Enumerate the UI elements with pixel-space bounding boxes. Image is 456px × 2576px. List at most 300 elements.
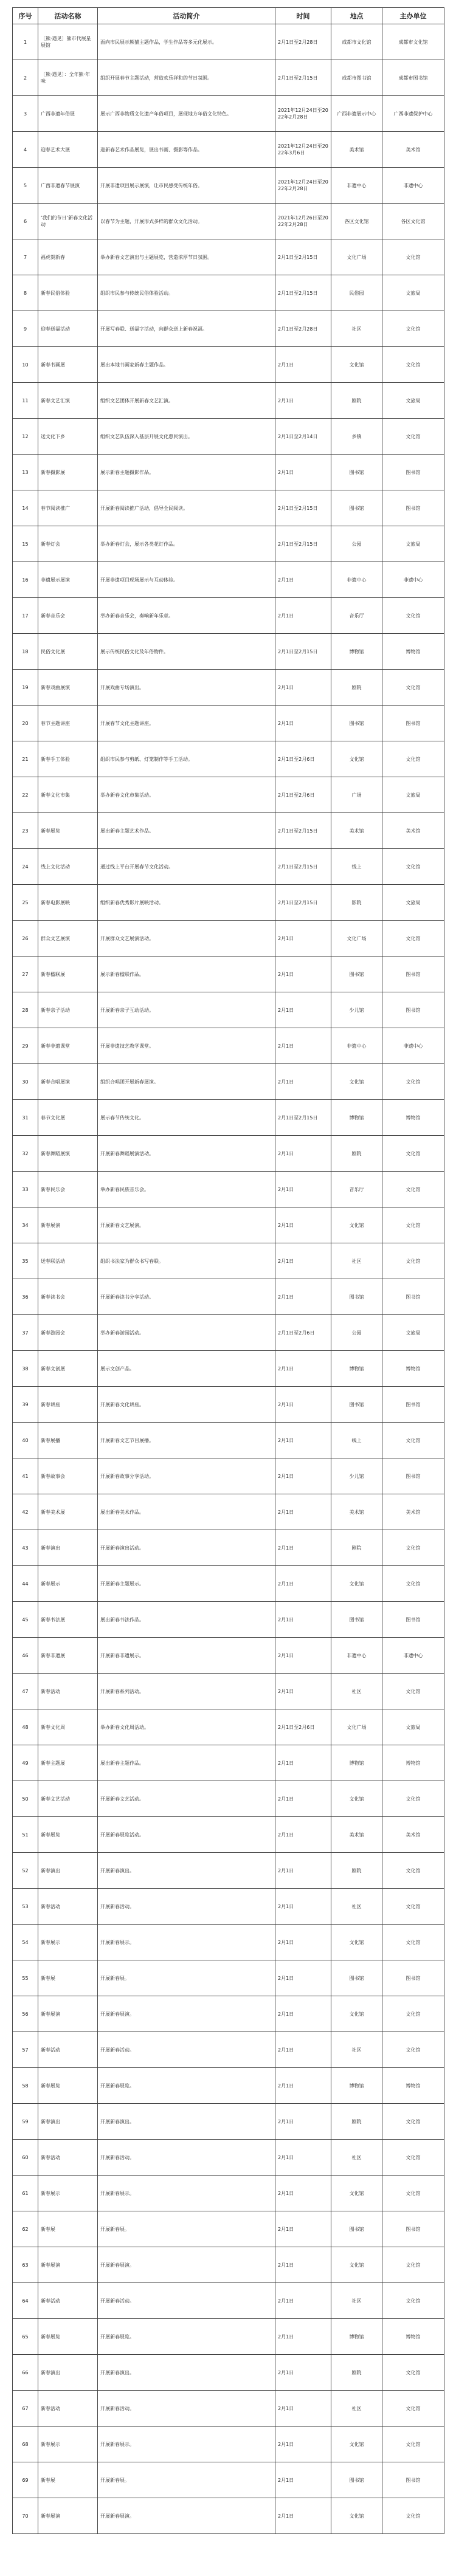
row-index: 1 bbox=[13, 24, 38, 60]
activity-host: 非遗中心 bbox=[382, 1028, 444, 1064]
activity-intro: 开展非遗技艺教学课堂。 bbox=[98, 1028, 275, 1064]
activity-time: 2月1日至2月15日 bbox=[275, 885, 331, 921]
activity-time: 2月1日 bbox=[275, 1494, 331, 1530]
activity-intro: 开展新春文化讲座。 bbox=[98, 1387, 275, 1423]
activity-intro: 开展新春展示。 bbox=[98, 2427, 275, 2462]
activity-host: 图书馆 bbox=[382, 2462, 444, 2498]
activity-location: 非遗中心 bbox=[331, 1028, 382, 1064]
row-index: 53 bbox=[13, 1889, 38, 1925]
activity-name: 新春楹联展 bbox=[38, 957, 98, 992]
activity-location: 公园 bbox=[331, 526, 382, 562]
row-index: 25 bbox=[13, 885, 38, 921]
activity-name: 春节主题讲座 bbox=[38, 706, 98, 741]
activity-name: 新春民俗体验 bbox=[38, 275, 98, 311]
activity-location: 博物馆 bbox=[331, 2319, 382, 2355]
activity-time: 2月1日 bbox=[275, 1351, 331, 1387]
activity-intro: 举办新春文化周活动。 bbox=[98, 1709, 275, 1745]
activity-intro: 举办新春音乐会，奏响新年乐章。 bbox=[98, 598, 275, 634]
activity-host: 图书馆 bbox=[382, 1387, 444, 1423]
activity-intro: 组织合唱团开展新春展演。 bbox=[98, 1064, 275, 1100]
row-index: 26 bbox=[13, 921, 38, 957]
activity-table bbox=[12, 7, 444, 2534]
activity-location: 乡镇 bbox=[331, 419, 382, 455]
activity-location: 文化馆 bbox=[331, 1996, 382, 2032]
activity-name: 新春展示 bbox=[38, 1566, 98, 1602]
activity-intro: 组织市民参与传统民俗体验活动。 bbox=[98, 275, 275, 311]
table-row bbox=[13, 1709, 444, 1745]
activity-location: 文化馆 bbox=[331, 1781, 382, 1817]
table-row bbox=[13, 1279, 444, 1315]
row-index: 16 bbox=[13, 562, 38, 598]
table-row bbox=[13, 1781, 444, 1817]
row-index: 3 bbox=[13, 96, 38, 132]
activity-host: 文旅局 bbox=[382, 777, 444, 813]
activity-time: 2月1日 bbox=[275, 1817, 331, 1853]
row-index: 69 bbox=[13, 2462, 38, 2498]
activity-location: 美术馆 bbox=[331, 813, 382, 849]
row-index: 33 bbox=[13, 1172, 38, 1207]
activity-time: 2月1日 bbox=[275, 1925, 331, 1960]
table-header-row bbox=[13, 8, 444, 24]
activity-intro: 开展新春文艺展演。 bbox=[98, 1207, 275, 1243]
row-index: 15 bbox=[13, 526, 38, 562]
activity-name: 新春讲座 bbox=[38, 1387, 98, 1423]
table-row bbox=[13, 419, 444, 455]
table-row bbox=[13, 1100, 444, 1136]
table-row bbox=[13, 311, 444, 347]
activity-host: 文化馆 bbox=[382, 2176, 444, 2211]
activity-location: 文化馆 bbox=[331, 2498, 382, 2534]
activity-location: 文化馆 bbox=[331, 1207, 382, 1243]
activity-host: 图书馆 bbox=[382, 490, 444, 526]
row-index: 52 bbox=[13, 1853, 38, 1889]
activity-intro: 组织市民参与剪纸、灯笼制作等手工活动。 bbox=[98, 741, 275, 777]
row-index: 48 bbox=[13, 1709, 38, 1745]
activity-name: 迎春送福活动 bbox=[38, 311, 98, 347]
activity-host: 文旅局 bbox=[382, 1315, 444, 1351]
activity-time: 2月1日 bbox=[275, 2355, 331, 2391]
row-index: 36 bbox=[13, 1279, 38, 1315]
activity-intro: 开展新春展演。 bbox=[98, 1996, 275, 2032]
activity-name: 广西非遗春节展演 bbox=[38, 168, 98, 204]
activity-host: 文化馆 bbox=[382, 2391, 444, 2427]
activity-host: 美术馆 bbox=[382, 813, 444, 849]
activity-time: 2月1日 bbox=[275, 455, 331, 490]
activity-location: 社区 bbox=[331, 2032, 382, 2068]
activity-time: 2月1日 bbox=[275, 1889, 331, 1925]
row-index: 27 bbox=[13, 957, 38, 992]
activity-host: 文化馆 bbox=[382, 1136, 444, 1172]
row-index: 42 bbox=[13, 1494, 38, 1530]
activity-time: 2021年12月24日至2022年3月6日 bbox=[275, 132, 331, 168]
table-row bbox=[13, 1925, 444, 1960]
table-row bbox=[13, 849, 444, 885]
activity-intro: 迎新春艺术作品展览，展出书画、摄影等作品。 bbox=[98, 132, 275, 168]
activity-location: 社区 bbox=[331, 1243, 382, 1279]
activity-location: 文化馆 bbox=[331, 741, 382, 777]
table-row bbox=[13, 1136, 444, 1172]
table-row bbox=[13, 562, 444, 598]
activity-location: 文化馆 bbox=[331, 1064, 382, 1100]
activity-time: 2月1日 bbox=[275, 2283, 331, 2319]
table-row bbox=[13, 1028, 444, 1064]
table-row bbox=[13, 2247, 444, 2283]
activity-intro: 开展新春展览活动。 bbox=[98, 1817, 275, 1853]
activity-host: 文化馆 bbox=[382, 1996, 444, 2032]
table-row bbox=[13, 885, 444, 921]
row-index: 39 bbox=[13, 1387, 38, 1423]
activity-time: 2月1日 bbox=[275, 957, 331, 992]
activity-time: 2月1日 bbox=[275, 1423, 331, 1458]
row-index: 35 bbox=[13, 1243, 38, 1279]
activity-name: 新春合唱展演 bbox=[38, 1064, 98, 1100]
activity-location: 社区 bbox=[331, 2391, 382, 2427]
row-index: 50 bbox=[13, 1781, 38, 1817]
activity-name: 新春非遗课堂 bbox=[38, 1028, 98, 1064]
activity-time: 2月1日 bbox=[275, 1781, 331, 1817]
activity-intro: 开展新春活动。 bbox=[98, 2283, 275, 2319]
table-row bbox=[13, 777, 444, 813]
activity-name: 新春灯会 bbox=[38, 526, 98, 562]
activity-location: 图书馆 bbox=[331, 1279, 382, 1315]
activity-host: 文化馆 bbox=[382, 2283, 444, 2319]
activity-location: 图书馆 bbox=[331, 1387, 382, 1423]
activity-name: 新春展览 bbox=[38, 2319, 98, 2355]
activity-time: 2月1日 bbox=[275, 2104, 331, 2140]
activity-host: 图书馆 bbox=[382, 957, 444, 992]
activity-name: 新春文化市集 bbox=[38, 777, 98, 813]
activity-intro: 举办新春灯会，展示各类花灯作品。 bbox=[98, 526, 275, 562]
activity-time: 2月1日至2月15日 bbox=[275, 275, 331, 311]
activity-name: 新春音乐会 bbox=[38, 598, 98, 634]
activity-location: 剧院 bbox=[331, 2355, 382, 2391]
activity-intro: 展出新春主题艺术作品。 bbox=[98, 813, 275, 849]
activity-intro: 以春节为主题，开展形式多样的群众文化活动。 bbox=[98, 204, 275, 239]
activity-location: 成都市文化馆 bbox=[331, 24, 382, 60]
activity-name: 新春摄影展 bbox=[38, 455, 98, 490]
table-row bbox=[13, 1745, 444, 1781]
activity-name: 新春文艺汇演 bbox=[38, 383, 98, 419]
table-row bbox=[13, 1960, 444, 1996]
activity-intro: 展出新春书法作品。 bbox=[98, 1602, 275, 1638]
table-row bbox=[13, 1243, 444, 1279]
activity-name: 新春展演 bbox=[38, 1996, 98, 2032]
activity-name: 新春展播 bbox=[38, 1423, 98, 1458]
activity-host: 非遗中心 bbox=[382, 562, 444, 598]
activity-intro: 展出新春主题作品。 bbox=[98, 1745, 275, 1781]
activity-host: 文旅局 bbox=[382, 885, 444, 921]
activity-name: 新春舞蹈展演 bbox=[38, 1136, 98, 1172]
row-index: 30 bbox=[13, 1064, 38, 1100]
row-index: 66 bbox=[13, 2355, 38, 2391]
activity-time: 2月1日 bbox=[275, 1853, 331, 1889]
table-body bbox=[13, 24, 444, 2534]
activity-name: 新春民乐会 bbox=[38, 1172, 98, 1207]
activity-host: 文化馆 bbox=[382, 347, 444, 383]
row-index: 19 bbox=[13, 670, 38, 706]
activity-intro: 开展新春非遗展示。 bbox=[98, 1638, 275, 1674]
row-index: 10 bbox=[13, 347, 38, 383]
row-index: 17 bbox=[13, 598, 38, 634]
activity-time: 2月1日至2月15日 bbox=[275, 60, 331, 96]
activity-host: 文化馆 bbox=[382, 849, 444, 885]
activity-location: 图书馆 bbox=[331, 490, 382, 526]
activity-time: 2月1日 bbox=[275, 347, 331, 383]
table-row bbox=[13, 1566, 444, 1602]
table-row bbox=[13, 921, 444, 957]
activity-intro: 开展新春文艺活动。 bbox=[98, 1781, 275, 1817]
activity-intro: 展示新春楹联作品。 bbox=[98, 957, 275, 992]
row-index: 31 bbox=[13, 1100, 38, 1136]
activity-location: 图书馆 bbox=[331, 455, 382, 490]
activity-time: 2月1日 bbox=[275, 706, 331, 741]
activity-host: 博物馆 bbox=[382, 634, 444, 670]
activity-location: 剧院 bbox=[331, 2104, 382, 2140]
activity-location: 非遗中心 bbox=[331, 562, 382, 598]
activity-name: 新春展示 bbox=[38, 2427, 98, 2462]
activity-intro: 开展写春联、送福字活动，向群众送上新春祝福。 bbox=[98, 311, 275, 347]
table-row bbox=[13, 1351, 444, 1387]
activity-time: 2月1日 bbox=[275, 2068, 331, 2104]
activity-location: 图书馆 bbox=[331, 1960, 382, 1996]
activity-location: 剧院 bbox=[331, 383, 382, 419]
activity-name: 新春活动 bbox=[38, 2140, 98, 2176]
activity-intro: 开展新春读书分享活动。 bbox=[98, 1279, 275, 1315]
activity-intro: 开展新春亲子互动活动。 bbox=[98, 992, 275, 1028]
activity-host: 博物馆 bbox=[382, 2319, 444, 2355]
activity-host: 文化馆 bbox=[382, 1530, 444, 1566]
activity-host: 文化馆 bbox=[382, 239, 444, 275]
activity-host: 图书馆 bbox=[382, 1458, 444, 1494]
activity-location: 文化馆 bbox=[331, 347, 382, 383]
row-index: 60 bbox=[13, 2140, 38, 2176]
activity-host: 文化馆 bbox=[382, 2140, 444, 2176]
activity-name: 新春主题展 bbox=[38, 1745, 98, 1781]
activity-time: 2月1日至2月6日 bbox=[275, 777, 331, 813]
activity-name: 新春展 bbox=[38, 2211, 98, 2247]
activity-host: 文化馆 bbox=[382, 2032, 444, 2068]
activity-intro: 开展群众文艺展演活动。 bbox=[98, 921, 275, 957]
activity-name: 迎春艺术大展 bbox=[38, 132, 98, 168]
table-row bbox=[13, 2104, 444, 2140]
row-index: 57 bbox=[13, 2032, 38, 2068]
row-index: 38 bbox=[13, 1351, 38, 1387]
table-row bbox=[13, 957, 444, 992]
row-index: 58 bbox=[13, 2068, 38, 2104]
activity-time: 2月1日至2月15日 bbox=[275, 813, 331, 849]
activity-host: 图书馆 bbox=[382, 706, 444, 741]
activity-time: 2月1日 bbox=[275, 1458, 331, 1494]
row-index: 34 bbox=[13, 1207, 38, 1243]
row-index: 24 bbox=[13, 849, 38, 885]
table-row bbox=[13, 96, 444, 132]
activity-name: 新春故事会 bbox=[38, 1458, 98, 1494]
row-index: 49 bbox=[13, 1745, 38, 1781]
activity-time: 2月1日 bbox=[275, 2176, 331, 2211]
activity-name: 广西非遗年俗展 bbox=[38, 96, 98, 132]
activity-time: 2月1日 bbox=[275, 1172, 331, 1207]
activity-name: 新春文创展 bbox=[38, 1351, 98, 1387]
activity-time: 2月1日 bbox=[275, 2319, 331, 2355]
activity-time: 2月1日 bbox=[275, 2247, 331, 2283]
activity-name: 福虎贺新春 bbox=[38, 239, 98, 275]
activity-location: 博物馆 bbox=[331, 1745, 382, 1781]
activity-host: 文化馆 bbox=[382, 2247, 444, 2283]
activity-name: 〔熊·遇见〕熊市代展星展馆 bbox=[38, 24, 98, 60]
activity-location: 文化广场 bbox=[331, 1709, 382, 1745]
activity-location: 文化广场 bbox=[331, 921, 382, 957]
activity-intro: 展出新春美术作品。 bbox=[98, 1494, 275, 1530]
activity-time: 2月1日至2月15日 bbox=[275, 239, 331, 275]
row-index: 45 bbox=[13, 1602, 38, 1638]
activity-name: 送春联活动 bbox=[38, 1243, 98, 1279]
activity-intro: 面向市民展示熊猫主题作品，学生作品等多元化展示。 bbox=[98, 24, 275, 60]
activity-time: 2月1日至2月15日 bbox=[275, 526, 331, 562]
activity-location: 社区 bbox=[331, 311, 382, 347]
table-row bbox=[13, 2498, 444, 2534]
activity-name: 新春亲子活动 bbox=[38, 992, 98, 1028]
activity-name: 新春展览 bbox=[38, 2068, 98, 2104]
table-row bbox=[13, 1889, 444, 1925]
row-index: 61 bbox=[13, 2176, 38, 2211]
activity-time: 2月1日 bbox=[275, 1279, 331, 1315]
activity-host: 文化馆 bbox=[382, 1853, 444, 1889]
activity-time: 2月1日至2月6日 bbox=[275, 741, 331, 777]
row-index: 56 bbox=[13, 1996, 38, 2032]
table-row bbox=[13, 1602, 444, 1638]
activity-location: 剧院 bbox=[331, 1136, 382, 1172]
activity-location: 线上 bbox=[331, 849, 382, 885]
row-index: 62 bbox=[13, 2211, 38, 2247]
activity-location: 广场 bbox=[331, 777, 382, 813]
activity-time: 2月1日 bbox=[275, 1387, 331, 1423]
row-index: 7 bbox=[13, 239, 38, 275]
row-index: 18 bbox=[13, 634, 38, 670]
table-row bbox=[13, 1530, 444, 1566]
activity-name: 新春非遗展 bbox=[38, 1638, 98, 1674]
table-row bbox=[13, 24, 444, 60]
row-index: 46 bbox=[13, 1638, 38, 1674]
activity-host: 图书馆 bbox=[382, 1279, 444, 1315]
table-row bbox=[13, 598, 444, 634]
activity-location: 文化馆 bbox=[331, 2247, 382, 2283]
table-row bbox=[13, 1674, 444, 1709]
row-index: 67 bbox=[13, 2391, 38, 2427]
activity-intro: 开展新春活动。 bbox=[98, 2032, 275, 2068]
activity-time: 2021年12月24日至2022年2月28日 bbox=[275, 96, 331, 132]
table-row bbox=[13, 1817, 444, 1853]
activity-name: 新春活动 bbox=[38, 2391, 98, 2427]
row-index: 37 bbox=[13, 1315, 38, 1351]
activity-name: 新春展演 bbox=[38, 2498, 98, 2534]
activity-intro: 开展新春文艺节目展播。 bbox=[98, 1423, 275, 1458]
row-index: 8 bbox=[13, 275, 38, 311]
table-row bbox=[13, 1315, 444, 1351]
activity-intro: 组织书法家为群众书写春联。 bbox=[98, 1243, 275, 1279]
activity-time: 2月1日 bbox=[275, 1602, 331, 1638]
activity-host: 美术馆 bbox=[382, 1817, 444, 1853]
activity-host: 文化馆 bbox=[382, 1423, 444, 1458]
activity-host: 文旅局 bbox=[382, 383, 444, 419]
table-row bbox=[13, 670, 444, 706]
activity-intro: 开展新春展。 bbox=[98, 1960, 275, 1996]
table-row bbox=[13, 1494, 444, 1530]
row-index: 47 bbox=[13, 1674, 38, 1709]
activity-name: 新春展览 bbox=[38, 1817, 98, 1853]
table-row bbox=[13, 2427, 444, 2462]
table-row bbox=[13, 1638, 444, 1674]
activity-location: 图书馆 bbox=[331, 1602, 382, 1638]
activity-time: 2月1日 bbox=[275, 2032, 331, 2068]
activity-name: 新春展示 bbox=[38, 1925, 98, 1960]
table-row bbox=[13, 741, 444, 777]
activity-time: 2月1日 bbox=[275, 598, 331, 634]
activity-host: 博物馆 bbox=[382, 1100, 444, 1136]
activity-location: 剧院 bbox=[331, 1853, 382, 1889]
activity-location: 少儿馆 bbox=[331, 1458, 382, 1494]
activity-location: 少儿馆 bbox=[331, 992, 382, 1028]
activity-intro: 开展新春展演。 bbox=[98, 2247, 275, 2283]
activity-time: 2月1日至2月6日 bbox=[275, 1709, 331, 1745]
activity-intro: 开展新春舞蹈展演活动。 bbox=[98, 1136, 275, 1172]
table-row bbox=[13, 526, 444, 562]
activity-host: 文化馆 bbox=[382, 598, 444, 634]
activity-time: 2月1日 bbox=[275, 1530, 331, 1566]
activity-intro: 开展戏曲专场演出。 bbox=[98, 670, 275, 706]
activity-time: 2月1日 bbox=[275, 921, 331, 957]
activity-location: 图书馆 bbox=[331, 2462, 382, 2498]
table-row bbox=[13, 132, 444, 168]
row-index: 41 bbox=[13, 1458, 38, 1494]
activity-name: 非遗展示展演 bbox=[38, 562, 98, 598]
activity-intro: 展示新春主题摄影作品。 bbox=[98, 455, 275, 490]
header-host: 主办单位 bbox=[382, 8, 444, 24]
row-index: 29 bbox=[13, 1028, 38, 1064]
activity-host: 文化馆 bbox=[382, 311, 444, 347]
activity-name: 新春演出 bbox=[38, 1530, 98, 1566]
activity-time: 2月1日 bbox=[275, 2391, 331, 2427]
activity-intro: 开展新春展示。 bbox=[98, 2176, 275, 2211]
activity-intro: 开展非遗项目现场展示与互动体验。 bbox=[98, 562, 275, 598]
activity-host: 图书馆 bbox=[382, 2211, 444, 2247]
activity-intro: 开展新春展。 bbox=[98, 2462, 275, 2498]
activity-intro: 开展新春演出。 bbox=[98, 2104, 275, 2140]
row-index: 23 bbox=[13, 813, 38, 849]
activity-location: 图书馆 bbox=[331, 957, 382, 992]
activity-time: 2月1日至2月6日 bbox=[275, 1315, 331, 1351]
activity-name: ‘我们的节日’新春文化活动 bbox=[38, 204, 98, 239]
activity-intro: 开展新春展。 bbox=[98, 2211, 275, 2247]
activity-host: 图书馆 bbox=[382, 1960, 444, 1996]
activity-location: 社区 bbox=[331, 1889, 382, 1925]
activity-host: 文化馆 bbox=[382, 1243, 444, 1279]
activity-host: 文化馆 bbox=[382, 2355, 444, 2391]
activity-location: 成都市图书馆 bbox=[331, 60, 382, 96]
activity-location: 文化馆 bbox=[331, 1566, 382, 1602]
row-index: 12 bbox=[13, 419, 38, 455]
activity-intro: 开展新春活动。 bbox=[98, 1889, 275, 1925]
activity-host: 文化馆 bbox=[382, 1781, 444, 1817]
table-row bbox=[13, 490, 444, 526]
activity-intro: 展示传统民俗文化及年俗物件。 bbox=[98, 634, 275, 670]
activity-location: 美术馆 bbox=[331, 1494, 382, 1530]
activity-location: 线上 bbox=[331, 1423, 382, 1458]
activity-location: 各区文化馆 bbox=[331, 204, 382, 239]
row-index: 4 bbox=[13, 132, 38, 168]
activity-name: 新春展演 bbox=[38, 1207, 98, 1243]
activity-name: 新春展演 bbox=[38, 2247, 98, 2283]
table-row bbox=[13, 383, 444, 419]
